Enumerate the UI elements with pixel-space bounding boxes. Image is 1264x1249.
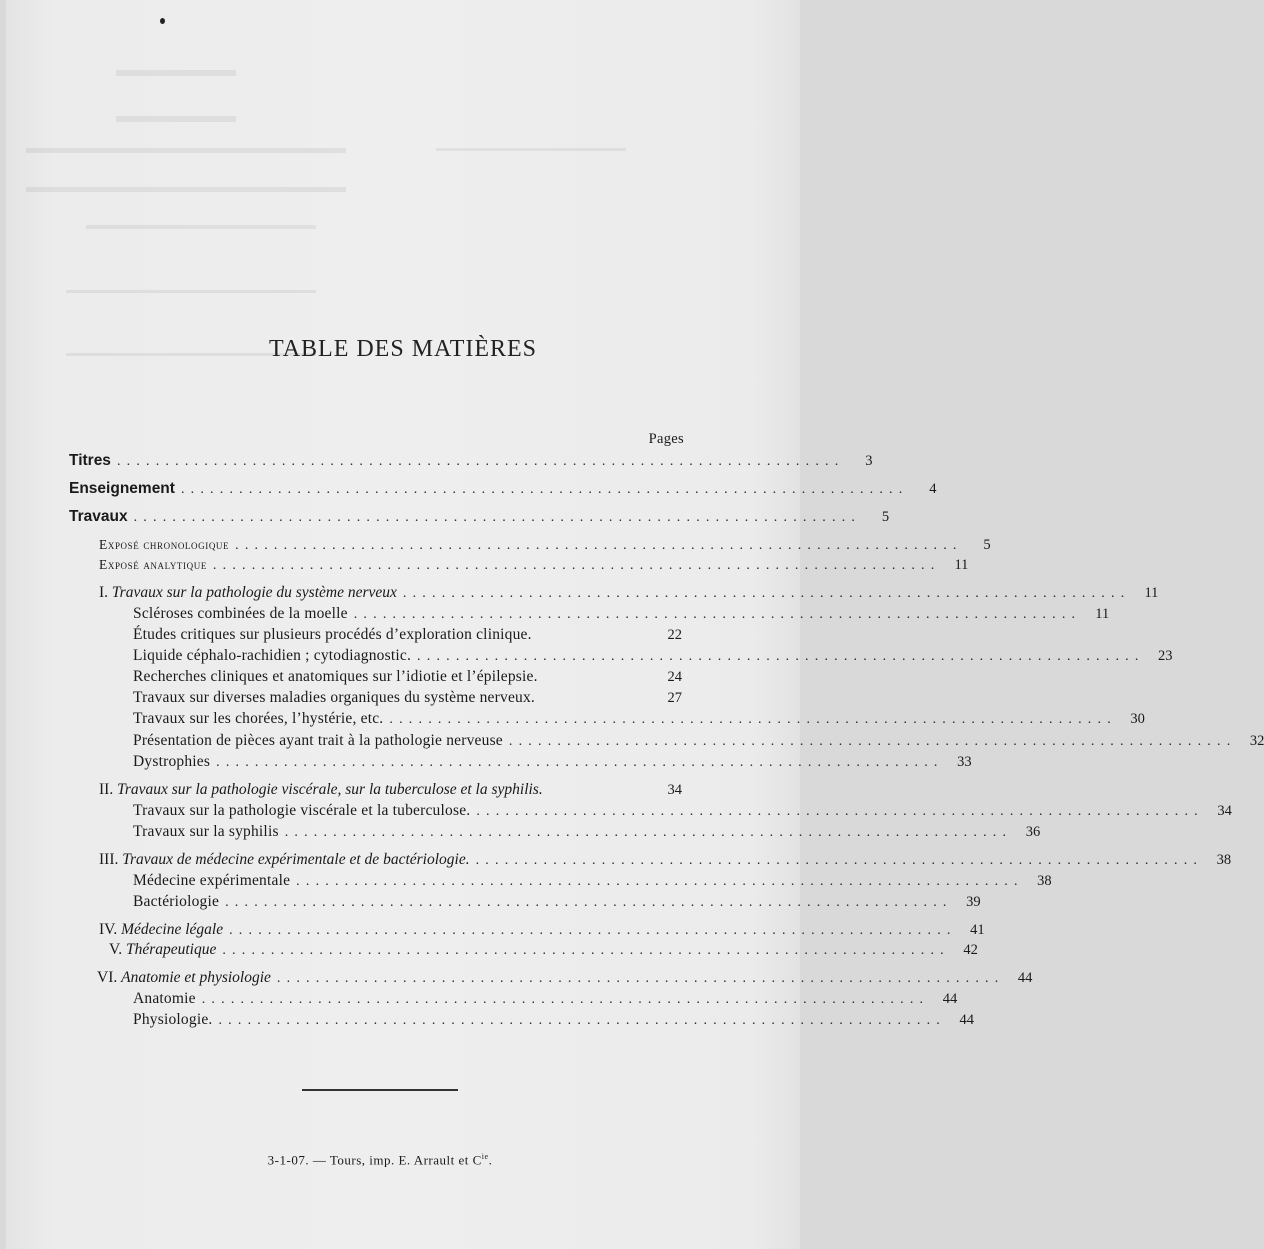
toc-entry-label: Anatomie (133, 990, 196, 1007)
toc-entry-page: 38 (1216, 852, 1232, 868)
dot-leader: ........................................................................... (475, 853, 1204, 868)
dot-leader: ........................................................................... (180, 482, 909, 497)
toc-entry-label: Travaux sur la syphilis (133, 823, 279, 840)
toc-entry-page: 30 (1130, 711, 1145, 727)
toc-entry-page: 38 (1037, 873, 1052, 889)
toc-section-entry (99, 851, 1232, 873)
toc-entry-label: Liquide céphalo-rachidien ; cytodiagnostic. (133, 647, 412, 664)
toc-entry-label: Médecine expérimentale (133, 872, 291, 889)
toc-entry-page: 5 (983, 537, 991, 553)
toc-entry (99, 557, 969, 579)
toc-entry-label: Scléroses combinées de la moelle (133, 605, 348, 622)
toc-entry-label: Enseignement (69, 480, 175, 497)
toc-entry-page: 44 (1017, 970, 1033, 986)
toc-entry-page: 39 (966, 894, 981, 910)
toc-entry-page: 27 (667, 690, 682, 706)
toc-entry-page: 11 (954, 557, 969, 573)
toc-entry-label: Médecine légale (121, 921, 224, 938)
toc-section-entry (99, 584, 1159, 606)
dot-leader: ........................................................................... (296, 874, 1024, 889)
toc-entry-label: Travaux sur la pathologie du système nerveux (111, 584, 397, 601)
toc-entry-page: 11 (1095, 606, 1110, 622)
dot-leader: ........................................................................... (402, 586, 1131, 601)
dot-leader: ........................................................................... (276, 971, 1005, 986)
toc-section-entry (99, 921, 985, 943)
dot-leader: ........................................................................... (218, 1013, 946, 1028)
toc-entry-label: Travaux sur la pathologie viscérale, sur la tuberculose et la syphilis. (117, 781, 543, 798)
dot-leader: ........................................................................... (212, 558, 941, 573)
toc-entry (133, 689, 682, 711)
toc-section-entry (99, 781, 682, 803)
toc-entry-label: Travaux (69, 508, 128, 525)
toc-entry-label: Recherches cliniques et anatomiques sur l’idiotie et l’épilepsie. (133, 668, 538, 685)
dot-leader: ........................................................................... (389, 712, 1117, 727)
dot-leader: ........................................................................... (216, 755, 944, 770)
dot-leader: ........................................................................... (476, 804, 1204, 819)
imprint-superscript: ie (481, 1152, 489, 1161)
toc-entry (69, 452, 873, 474)
toc-entry-page: 3 (865, 453, 873, 469)
toc-entry-page: 22 (667, 627, 682, 643)
show-through-artifact (26, 148, 346, 192)
dot-leader: ........................................................................... (284, 825, 1013, 840)
toc-entry-label: Dystrophies (133, 753, 211, 770)
toc-entry (133, 1011, 974, 1033)
toc-entry (133, 802, 1232, 824)
toc-entry (69, 480, 937, 502)
toc-entry (133, 605, 1110, 627)
toc-entry (133, 872, 1052, 894)
section-number: V. (109, 941, 123, 958)
pages-column-header: Pages (648, 431, 684, 447)
dot-leader: ........................................................................... (508, 734, 1237, 749)
toc-entry (133, 732, 1264, 754)
dot-leader: ........................................................................... (229, 923, 957, 938)
show-through-artifact (86, 225, 316, 247)
section-number: II. (99, 781, 114, 798)
dot-leader: ........................................................................... (235, 538, 963, 553)
toc-entry (133, 823, 1041, 845)
toc-entry-label: Travaux sur la pathologie viscérale et la tuberculose. (133, 802, 471, 819)
dot-leader: ........................................................................... (225, 895, 953, 910)
toc-entry-page: 33 (957, 754, 972, 770)
toc-entry (69, 508, 890, 530)
toc-entry-page: 23 (1158, 648, 1173, 664)
toc-entry-label: Présentation de pièces ayant trait à la pathologie nerveuse (133, 732, 503, 749)
toc-entry-label: Anatomie et physiologie (121, 969, 271, 986)
section-number: IV. (99, 921, 118, 938)
toc-entry-page: 11 (1144, 585, 1159, 601)
toc-entry (133, 647, 1173, 669)
imprint-text: 3-1-07. — Tours, imp. E. Arrault et C (267, 1152, 482, 1168)
toc-entry-label: Travaux sur diverses maladies organiques du système nerveux. (133, 689, 536, 706)
toc-entry-label: Exposé chronologique (99, 537, 230, 552)
show-through-artifact (436, 112, 626, 151)
toc-entry-label: Titres (69, 452, 111, 469)
toc-entry (133, 668, 682, 690)
dot-leader: ........................................................................... (201, 992, 930, 1007)
page-title: TABLE DES MATIÈRES (268, 336, 538, 362)
ink-dot (160, 18, 165, 24)
imprint-end: . (488, 1152, 493, 1168)
toc-entry-page: 41 (970, 922, 985, 938)
dot-leader: ........................................................................... (133, 510, 862, 525)
toc-entry (133, 990, 958, 1012)
show-through-artifact (116, 70, 236, 122)
toc-entry-label: Physiologie. (133, 1011, 213, 1028)
document-page (6, 0, 1264, 1249)
dot-leader: ........................................................................... (417, 649, 1145, 664)
toc-entry-page: 34 (1217, 803, 1232, 819)
dot-leader: ........................................................................... (116, 454, 845, 469)
section-number: I. (99, 584, 109, 601)
horizontal-rule (302, 1089, 458, 1091)
toc-entry (133, 893, 981, 915)
section-number: VI. (97, 969, 118, 986)
toc-entry-label: Travaux sur les chorées, l’hystérie, etc. (133, 710, 384, 727)
toc-entry-page: 42 (963, 942, 978, 958)
dot-leader: ........................................................................... (222, 943, 950, 958)
toc-entry-label: Études critiques sur plusieurs procédés d’exploration clinique. (133, 626, 532, 643)
toc-entry (133, 626, 682, 648)
section-number: III. (99, 851, 119, 868)
toc-entry-page: 44 (959, 1012, 974, 1028)
toc-entry (133, 753, 972, 775)
dot-leader: ........................................................................... (353, 607, 1082, 622)
toc-entry-page: 34 (667, 782, 682, 798)
toc-entry-page: 36 (1025, 824, 1041, 840)
toc-entry-label: Bactériologie (133, 893, 220, 910)
toc-entry-label: Thérapeutique (125, 941, 217, 958)
toc-entry-page: 4 (929, 481, 937, 497)
toc-entry-page: 32 (1249, 733, 1264, 749)
toc-entry-page: 24 (667, 669, 682, 685)
imprint-line (6, 1152, 754, 1168)
toc-entry (133, 710, 1145, 732)
toc-entry-label: Travaux de médecine expérimentale et de bactériologie. (122, 851, 470, 868)
toc-section-entry (109, 941, 978, 963)
toc-entry-label: Exposé analytique (99, 557, 207, 572)
toc-section-entry (97, 969, 1033, 991)
toc-entry (99, 537, 991, 559)
toc-entry-page: 5 (881, 509, 890, 525)
toc-entry-page: 44 (942, 991, 958, 1007)
